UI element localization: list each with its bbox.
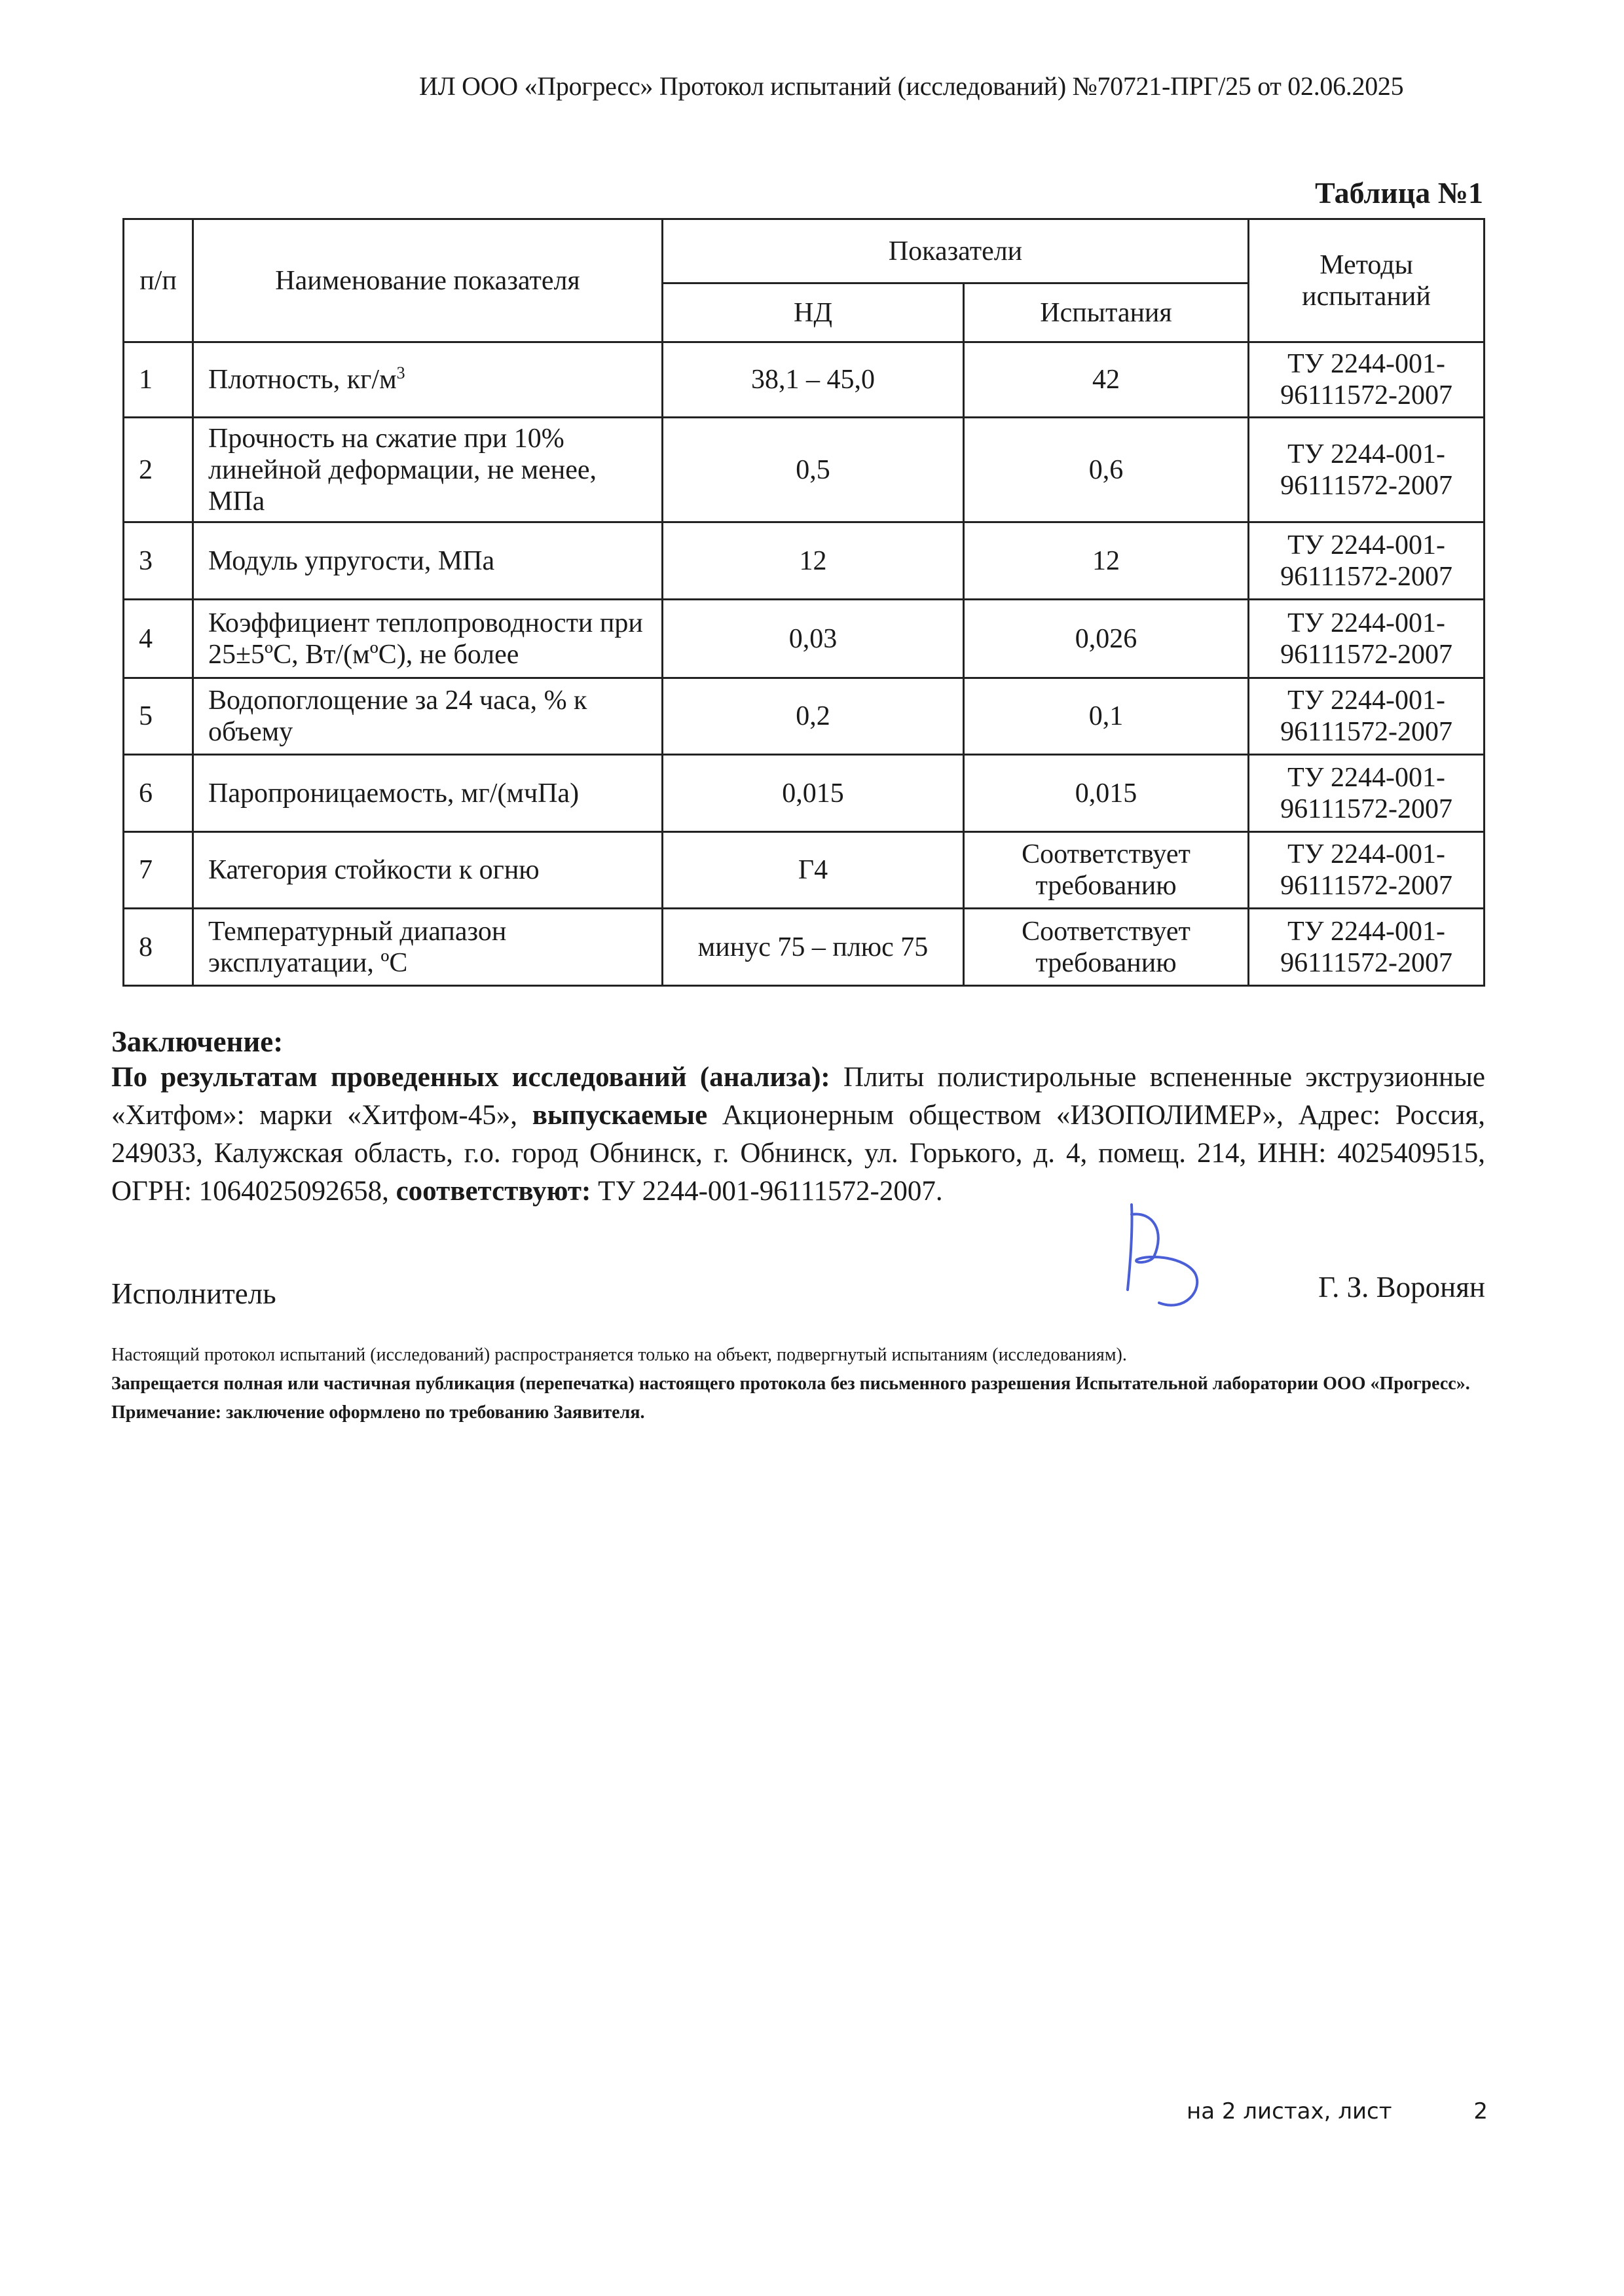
sheets-text: на 2 листах, лист xyxy=(1187,2098,1392,2124)
table-header-row xyxy=(124,219,1485,283)
table-row xyxy=(124,600,1485,678)
row-num-text: 8 xyxy=(139,932,153,962)
row-test-text: 42 xyxy=(1092,365,1120,395)
row-nd-text: 12 xyxy=(799,545,827,576)
row-nd xyxy=(663,755,964,832)
row-num xyxy=(124,600,193,678)
row-nd xyxy=(663,909,964,986)
row-method xyxy=(1249,832,1485,909)
row-test-text: 0,6 xyxy=(1088,454,1124,485)
row-nd xyxy=(663,342,964,418)
row-name-text: Категория стойкости к огню xyxy=(208,855,540,885)
table-row xyxy=(124,832,1485,909)
row-test xyxy=(964,832,1249,909)
row-name xyxy=(193,909,663,986)
row-method-text: ТУ 2244-001-96111572-2007 xyxy=(1280,608,1452,670)
row-num-text: 4 xyxy=(139,623,153,654)
row-method-text: ТУ 2244-001-96111572-2007 xyxy=(1280,439,1452,501)
row-name-text: Коэффициент теплопроводности при 25±5ºС, Вт/(мºС), не более xyxy=(208,608,643,670)
header-methods: Методы испытаний xyxy=(1249,219,1485,342)
row-name-text: Прочность на сжатие при 10% линейной деформации, не менее, МПа xyxy=(208,423,597,517)
row-nd xyxy=(663,600,964,678)
row-name xyxy=(193,418,663,522)
header-num: п/п xyxy=(124,219,193,342)
row-method xyxy=(1249,755,1485,832)
row-name-text: Плотность, кг/м xyxy=(208,365,397,395)
row-num xyxy=(124,522,193,600)
row-num xyxy=(124,832,193,909)
row-test-text: 0,026 xyxy=(1075,623,1137,654)
conclusion-text-1: Плиты полистирольные вспененные экструзионные «Хитфом»: марки «Хитфом-45», xyxy=(111,1062,1485,1131)
table-row xyxy=(124,678,1485,755)
executor-label: Исполнитель xyxy=(111,1277,276,1310)
row-test-text: 0,1 xyxy=(1088,701,1124,731)
page-number: 2 xyxy=(1473,2098,1488,2124)
conclusion-body xyxy=(111,1059,1485,1211)
protocol-header: ИЛ ООО «Прогресс» Протокол испытаний (исследований) №70721-ПРГ/25 от 02.06.2025 xyxy=(419,71,1404,101)
row-name xyxy=(193,342,663,418)
row-test-text: 12 xyxy=(1092,545,1120,576)
row-nd xyxy=(663,418,964,522)
results-table xyxy=(122,218,1485,987)
note-remark: Примечание: заключение оформлено по требованию Заявителя. xyxy=(111,1402,645,1423)
row-num-text: 3 xyxy=(139,545,153,576)
conclusion-manufactured: выпускаемые xyxy=(532,1100,708,1131)
row-num-text: 1 xyxy=(139,365,153,395)
row-name xyxy=(193,832,663,909)
handwritten-signature-icon xyxy=(1113,1192,1244,1322)
note-scope: Настоящий протокол испытаний (исследований) распространяется только на объект, подвергнутый испытаниям (исследованиям). xyxy=(111,1345,1127,1365)
conclusion-text-3: ТУ 2244-001-96111572-2007. xyxy=(591,1176,943,1207)
row-test xyxy=(964,678,1249,755)
row-test-text: Соответствует требованию xyxy=(1022,916,1190,978)
row-test xyxy=(964,909,1249,986)
header-nd: НД xyxy=(663,283,964,342)
table-row xyxy=(124,342,1485,418)
row-num-text: 2 xyxy=(139,454,153,485)
row-method-text: ТУ 2244-001-96111572-2007 xyxy=(1280,685,1452,747)
row-method xyxy=(1249,600,1485,678)
row-test xyxy=(964,342,1249,418)
row-method-text: ТУ 2244-001-96111572-2007 xyxy=(1280,916,1452,978)
row-test xyxy=(964,600,1249,678)
row-method-text: ТУ 2244-001-96111572-2007 xyxy=(1280,839,1452,901)
conclusion-title: Заключение: xyxy=(111,1025,284,1058)
row-nd xyxy=(663,678,964,755)
row-num xyxy=(124,342,193,418)
row-name xyxy=(193,522,663,600)
header-indicators: Показатели xyxy=(663,219,1249,283)
row-test xyxy=(964,418,1249,522)
row-nd-text: Г4 xyxy=(798,855,828,885)
row-nd-text: 0,5 xyxy=(796,454,830,485)
conclusion-lead: По результатам проведенных исследований (анализа): xyxy=(111,1062,830,1093)
row-test-text: Соответствует требованию xyxy=(1022,839,1190,901)
row-name xyxy=(193,678,663,755)
row-method xyxy=(1249,909,1485,986)
row-nd-text: 0,2 xyxy=(796,701,830,731)
row-num xyxy=(124,909,193,986)
note-publication-ban: Запрещается полная или частичная публикация (перепечатка) настоящего протокола без письменного разрешения Испытательной лаборатории ООО «Прогресс». xyxy=(111,1374,1470,1394)
row-nd-text: 0,03 xyxy=(788,623,838,654)
row-name-text: Паропроницаемость, мг/(мчПа) xyxy=(208,778,580,809)
row-method-text: ТУ 2244-001-96111572-2007 xyxy=(1280,530,1452,592)
row-method xyxy=(1249,522,1485,600)
row-name-text: Водопоглощение за 24 часа, % к объему xyxy=(208,685,587,747)
signature-block xyxy=(111,1270,1485,1336)
row-test xyxy=(964,755,1249,832)
page-footer xyxy=(1187,2098,1488,2124)
header-test: Испытания xyxy=(964,283,1249,342)
header-name: Наименование показателя xyxy=(193,219,663,342)
table-row xyxy=(124,522,1485,600)
row-num xyxy=(124,678,193,755)
row-num xyxy=(124,755,193,832)
unit-superscript: 3 xyxy=(396,363,405,382)
row-num-text: 7 xyxy=(139,855,153,885)
conclusion-text-2: Акционерным обществом «ИЗОПОЛИМЕР», Адрес: Россия, 249033, Калужская область, г.о. город Обнинск, г. Обнинск, ул. Горького, д. 4, помещ. 214, ИНН: 4025409515, ОГРН: 1064025092658, xyxy=(111,1100,1485,1207)
row-num-text: 6 xyxy=(139,778,153,809)
notes-block xyxy=(111,1341,1486,1427)
row-method xyxy=(1249,342,1485,418)
table-row xyxy=(124,418,1485,522)
conclusion-comply: соответствуют: xyxy=(396,1176,591,1207)
row-nd xyxy=(663,522,964,600)
row-method-text: ТУ 2244-001-96111572-2007 xyxy=(1280,349,1452,410)
row-name xyxy=(193,600,663,678)
row-name-text: Температурный диапазон эксплуатации, ºС xyxy=(208,916,507,978)
row-num-text: 5 xyxy=(139,701,153,731)
row-test-text: 0,015 xyxy=(1075,778,1137,809)
row-test xyxy=(964,522,1249,600)
table-row xyxy=(124,755,1485,832)
row-method xyxy=(1249,418,1485,522)
table-row xyxy=(124,909,1485,986)
table-caption: Таблица №1 xyxy=(1315,176,1483,210)
row-nd-text: 0,015 xyxy=(782,778,844,809)
row-num xyxy=(124,418,193,522)
row-nd-text: минус 75 – плюс 75 xyxy=(697,932,929,962)
row-name-text: Модуль упругости, МПа xyxy=(208,545,495,576)
row-method xyxy=(1249,678,1485,755)
executor-name: Г. З. Воронян xyxy=(1318,1271,1485,1303)
row-name xyxy=(193,755,663,832)
row-nd-text: 38,1 – 45,0 xyxy=(751,365,875,395)
row-method-text: ТУ 2244-001-96111572-2007 xyxy=(1280,762,1452,824)
row-nd xyxy=(663,832,964,909)
